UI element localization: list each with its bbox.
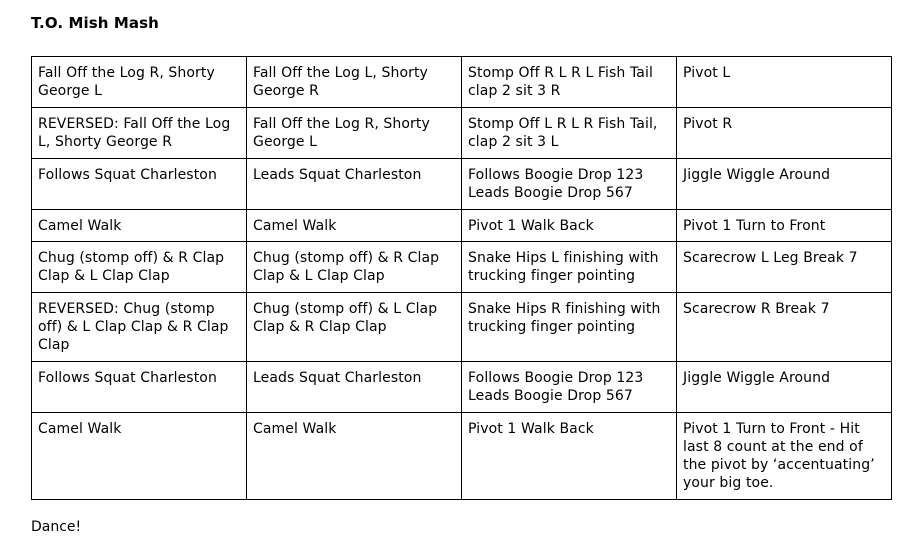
- table-cell: Pivot R: [677, 108, 892, 159]
- table-row: [32, 293, 892, 362]
- table-cell: Pivot L: [677, 57, 892, 108]
- table-cell: Pivot 1 Walk Back: [462, 210, 677, 242]
- table-cell: Fall Off the Log R, Shorty George L: [247, 108, 462, 159]
- table-row: [32, 362, 892, 413]
- table-cell: Camel Walk: [32, 210, 247, 242]
- table-cell: Jiggle Wiggle Around: [677, 362, 892, 413]
- table-cell: Stomp Off L R L R Fish Tail, clap 2 sit 3 L: [462, 108, 677, 159]
- table-row: [32, 108, 892, 159]
- table-row: [32, 413, 892, 500]
- table-cell: REVERSED: Fall Off the Log L, Shorty George R: [32, 108, 247, 159]
- table-cell: Snake Hips R finishing with trucking finger pointing: [462, 293, 677, 362]
- table-cell: Pivot 1 Turn to Front - Hit last 8 count at the end of the pivot by ‘accentuating’ your big toe.: [677, 413, 892, 500]
- table-cell: Scarecrow R Break 7: [677, 293, 892, 362]
- table-cell: Jiggle Wiggle Around: [677, 159, 892, 210]
- table-cell: Follows Squat Charleston: [32, 362, 247, 413]
- table-row: [32, 57, 892, 108]
- table-row: [32, 159, 892, 210]
- table-cell: Follows Boogie Drop 123 Leads Boogie Drop 567: [462, 362, 677, 413]
- table-cell: REVERSED: Chug (stomp off) & L Clap Clap & R Clap Clap: [32, 293, 247, 362]
- table-cell: Follows Boogie Drop 123 Leads Boogie Drop 567: [462, 159, 677, 210]
- closing-text: Dance!: [31, 519, 82, 535]
- table-cell: Pivot 1 Turn to Front: [677, 210, 892, 242]
- table-cell: Camel Walk: [247, 413, 462, 500]
- dance-routine-table: [31, 56, 892, 500]
- table-cell: Leads Squat Charleston: [247, 159, 462, 210]
- table-cell: Chug (stomp off) & L Clap Clap & R Clap Clap: [247, 293, 462, 362]
- table-cell: Pivot 1 Walk Back: [462, 413, 677, 500]
- table-cell: Scarecrow L Leg Break 7: [677, 242, 892, 293]
- table-row: [32, 242, 892, 293]
- table-cell: Camel Walk: [247, 210, 462, 242]
- table-cell: Chug (stomp off) & R Clap Clap & L Clap Clap: [247, 242, 462, 293]
- table-cell: Follows Squat Charleston: [32, 159, 247, 210]
- table-cell: Fall Off the Log R, Shorty George L: [32, 57, 247, 108]
- table-cell: Leads Squat Charleston: [247, 362, 462, 413]
- table-cell: Stomp Off R L R L Fish Tail clap 2 sit 3 R: [462, 57, 677, 108]
- table-row: [32, 210, 892, 242]
- table-cell: Chug (stomp off) & R Clap Clap & L Clap Clap: [32, 242, 247, 293]
- table-cell: Camel Walk: [32, 413, 247, 500]
- table-cell: Snake Hips L finishing with trucking finger pointing: [462, 242, 677, 293]
- table-cell: Fall Off the Log L, Shorty George R: [247, 57, 462, 108]
- document-title: T.O. Mish Mash: [31, 14, 159, 32]
